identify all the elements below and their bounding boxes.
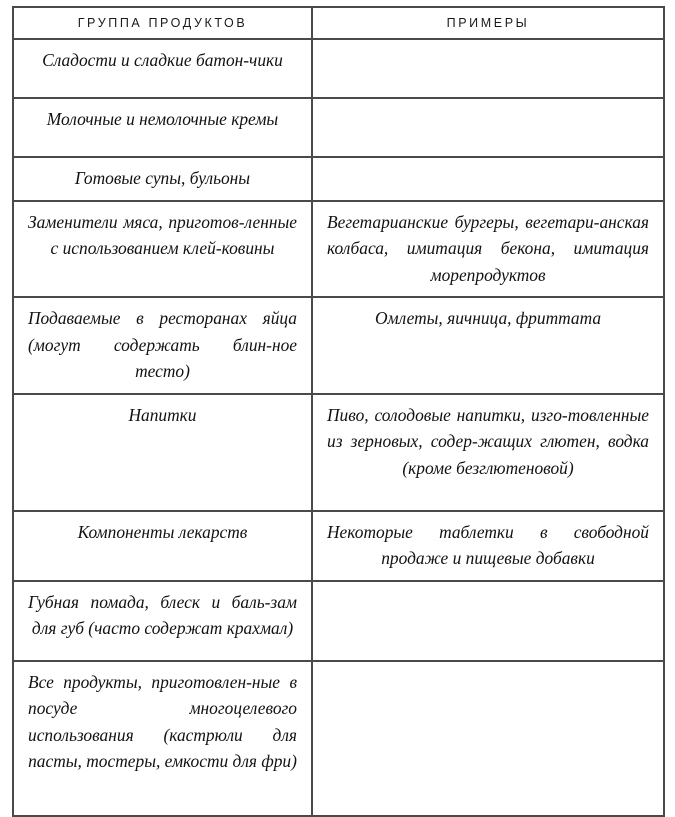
table-row	[13, 157, 664, 201]
cell-text: Молочные и немолочные кремы	[46, 109, 279, 129]
gluten-product-groups-table	[12, 6, 665, 817]
table-row	[13, 581, 664, 661]
cell-product-group	[13, 39, 312, 98]
cell-text: Пиво, солодовые напитки, изго-товленные из зерновых, содер-жащих глютен, водка (кроме безглютеновой)	[327, 404, 649, 478]
cell-examples	[312, 297, 664, 394]
cell-text: Подаваемые в ресторанах яйца (могут содержать блин-ное тесто)	[28, 308, 297, 381]
cell-examples	[312, 201, 664, 298]
cell-examples	[312, 39, 664, 98]
cell-product-group	[13, 661, 312, 816]
cell-examples	[312, 511, 664, 581]
cell-text: Вегетарианские бургеры, вегетари-анская колбаса, имитация бекона, имитация морепродуктов	[327, 211, 649, 285]
column-header-examples: ПРИМЕРЫ	[312, 7, 664, 39]
cell-examples	[312, 581, 664, 661]
cell-product-group	[13, 511, 312, 581]
cell-text: Все продукты, приготовлен-ные в посуде многоцелевого использования (кастрюли для пасты, тостеры, емкости для фри)	[28, 671, 297, 771]
column-header-product-group: ГРУППА ПРОДУКТОВ	[13, 7, 312, 39]
cell-text: Сладости и сладкие батон-чики	[42, 50, 283, 70]
table-body	[13, 39, 664, 816]
cell-text: Напитки	[128, 404, 197, 425]
cell-examples	[312, 98, 664, 157]
cell-examples	[312, 157, 664, 201]
table-header	[13, 7, 664, 39]
cell-product-group	[13, 581, 312, 661]
cell-product-group	[13, 201, 312, 298]
cell-text: Некоторые таблетки в свободной продаже и пищевые добавки	[327, 521, 649, 568]
cell-product-group	[13, 98, 312, 157]
cell-text: Готовые супы, бульоны	[74, 168, 251, 188]
table-row	[13, 98, 664, 157]
cell-text: Омлеты, яичница, фриттата	[374, 308, 602, 328]
table-row	[13, 201, 664, 298]
cell-text: Губная помада, блеск и баль-зам для губ (часто содержат крахмал)	[28, 591, 297, 638]
table-row	[13, 394, 664, 511]
table-row	[13, 661, 664, 816]
cell-text: Компоненты лекарств	[77, 521, 248, 542]
header-row	[13, 7, 664, 39]
product-table-container	[12, 6, 663, 771]
cell-examples	[312, 394, 664, 511]
table-row	[13, 297, 664, 394]
cell-text: Заменители мяса, приготов-ленные с использованием клей-ковины	[28, 211, 297, 258]
table-row	[13, 39, 664, 98]
cell-examples	[312, 661, 664, 816]
cell-product-group	[13, 297, 312, 394]
table-row	[13, 511, 664, 581]
cell-product-group	[13, 394, 312, 511]
cell-product-group	[13, 157, 312, 201]
